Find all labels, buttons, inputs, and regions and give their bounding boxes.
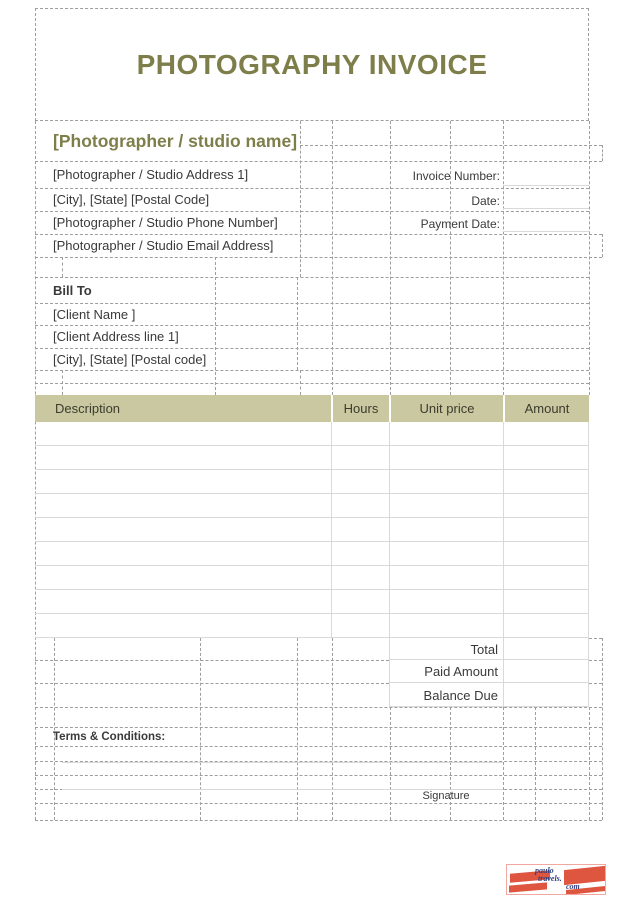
date-input[interactable]: [503, 188, 589, 209]
grid-line: [602, 234, 603, 257]
terms-conditions-label: Terms & Conditions:: [53, 730, 166, 743]
item-cell-unit-price[interactable]: [389, 422, 503, 445]
table-row: [35, 494, 589, 518]
logo-text-line: travels.: [538, 874, 562, 883]
table-row: [35, 422, 589, 446]
balance-due-label: Balance Due: [423, 687, 498, 703]
grid-line: [35, 746, 602, 747]
item-cell-amount[interactable]: [503, 446, 589, 469]
logo-text-line: paulo: [535, 866, 554, 875]
grid-line: [35, 370, 589, 371]
item-cell-amount[interactable]: [503, 614, 589, 637]
client-city-field[interactable]: [City], [State] [Postal code]: [53, 351, 207, 367]
item-cell-description[interactable]: [35, 614, 331, 637]
date-label: Date:: [471, 193, 500, 208]
grid-line: [300, 121, 301, 277]
grid-line: [589, 638, 602, 639]
item-cell-description[interactable]: [35, 518, 331, 541]
grid-line: [589, 683, 602, 684]
item-cell-unit-price[interactable]: [389, 542, 503, 565]
grid-line: [35, 683, 389, 684]
item-cell-unit-price[interactable]: [389, 590, 503, 613]
grid-line: [602, 638, 603, 820]
grid-line: [62, 762, 503, 763]
invoice-header-box: [35, 8, 589, 121]
item-cell-hours[interactable]: [331, 566, 389, 589]
grid-line: [450, 707, 451, 820]
table-row: [35, 566, 589, 590]
grid-line: [332, 638, 333, 820]
bill-to-heading: Bill To: [53, 282, 92, 298]
grid-line: [390, 707, 391, 820]
item-cell-description[interactable]: [35, 590, 331, 613]
grid-line: [35, 820, 602, 821]
item-cell-amount[interactable]: [503, 494, 589, 517]
studio-phone-field[interactable]: [Photographer / Studio Phone Number]: [53, 215, 278, 230]
item-cell-amount[interactable]: [503, 422, 589, 445]
item-cell-hours[interactable]: [331, 590, 389, 613]
table-row: [35, 542, 589, 566]
item-cell-hours[interactable]: [331, 614, 389, 637]
item-cell-hours[interactable]: [331, 470, 389, 493]
client-address-field[interactable]: [Client Address line 1]: [53, 329, 179, 344]
item-cell-amount[interactable]: [503, 518, 589, 541]
column-header-description: Description: [55, 401, 121, 416]
items-table-body: [35, 422, 589, 638]
item-cell-amount[interactable]: [503, 542, 589, 565]
item-cell-amount[interactable]: [503, 566, 589, 589]
item-cell-unit-price[interactable]: [389, 518, 503, 541]
item-cell-amount[interactable]: [503, 470, 589, 493]
column-header-unit-price: Unit price: [389, 395, 503, 422]
brand-logo: [506, 864, 606, 895]
studio-address-field[interactable]: [Photographer / Studio Address 1]: [53, 167, 249, 182]
item-cell-unit-price[interactable]: [389, 566, 503, 589]
grid-line: [297, 638, 298, 820]
table-row: [35, 446, 589, 470]
table-row: [35, 518, 589, 542]
item-cell-unit-price[interactable]: [389, 494, 503, 517]
payment-date-label: Payment Date:: [420, 216, 500, 231]
item-cell-amount[interactable]: [503, 590, 589, 613]
grid-line: [35, 277, 589, 278]
item-cell-description[interactable]: [35, 422, 331, 445]
table-row: [35, 470, 589, 494]
grid-line: [297, 277, 298, 370]
item-cell-unit-price[interactable]: [389, 470, 503, 493]
signature-label: Signature: [422, 790, 470, 802]
grid-line: [35, 803, 602, 804]
item-cell-hours[interactable]: [331, 494, 389, 517]
item-cell-unit-price[interactable]: [389, 446, 503, 469]
item-cell-hours[interactable]: [331, 446, 389, 469]
studio-name-field[interactable]: [Photographer / studio name]: [53, 130, 298, 151]
item-cell-unit-price[interactable]: [389, 614, 503, 637]
grid-line: [589, 121, 590, 395]
grid-line: [300, 145, 602, 146]
grid-line: [35, 257, 602, 258]
item-cell-description[interactable]: [35, 446, 331, 469]
grid-line: [35, 707, 602, 708]
balance-due-value-cell[interactable]: [503, 683, 589, 707]
page-title: PHOTOGRAPHY INVOICE: [136, 48, 488, 80]
item-cell-description[interactable]: [35, 494, 331, 517]
invoice-number-input[interactable]: [503, 161, 589, 186]
invoice-number-label: Invoice Number:: [412, 168, 500, 183]
total-value-cell[interactable]: [503, 638, 589, 660]
grid-line: [602, 145, 603, 161]
logo-text-line: com: [566, 882, 580, 891]
client-name-field[interactable]: [Client Name ]: [53, 306, 136, 322]
item-cell-hours[interactable]: [331, 422, 389, 445]
items-table-header: [35, 395, 589, 422]
grid-line: [332, 121, 333, 395]
paid-amount-label: Paid Amount: [424, 664, 498, 679]
grid-line: [589, 660, 602, 661]
item-cell-description[interactable]: [35, 542, 331, 565]
logo-stripe-icon: [509, 882, 547, 892]
column-header-hours: Hours: [331, 395, 389, 422]
grid-line: [62, 370, 63, 395]
grid-line: [215, 257, 216, 395]
item-cell-hours[interactable]: [331, 518, 389, 541]
item-cell-description[interactable]: [35, 470, 331, 493]
column-header-amount: Amount: [503, 395, 589, 422]
table-row: [35, 590, 589, 614]
studio-city-field[interactable]: [City], [State] [Postal Code]: [53, 192, 210, 207]
grid-line: [300, 370, 301, 395]
studio-email-field[interactable]: [Photographer / Studio Email Address]: [53, 238, 274, 253]
item-cell-description[interactable]: [35, 566, 331, 589]
grid-line: [535, 707, 536, 820]
grid-line: [35, 775, 602, 776]
grid-line: [503, 707, 504, 820]
grid-line: [35, 660, 389, 661]
grid-line: [35, 383, 589, 384]
grid-line: [589, 707, 590, 820]
payment-date-input[interactable]: [503, 211, 589, 232]
items-table: [35, 395, 589, 638]
paid-amount-value-cell[interactable]: [503, 660, 589, 683]
grid-line: [200, 638, 201, 820]
grid-line: [62, 257, 63, 277]
item-cell-hours[interactable]: [331, 542, 389, 565]
table-row: [35, 614, 589, 638]
total-label: Total: [470, 641, 498, 657]
